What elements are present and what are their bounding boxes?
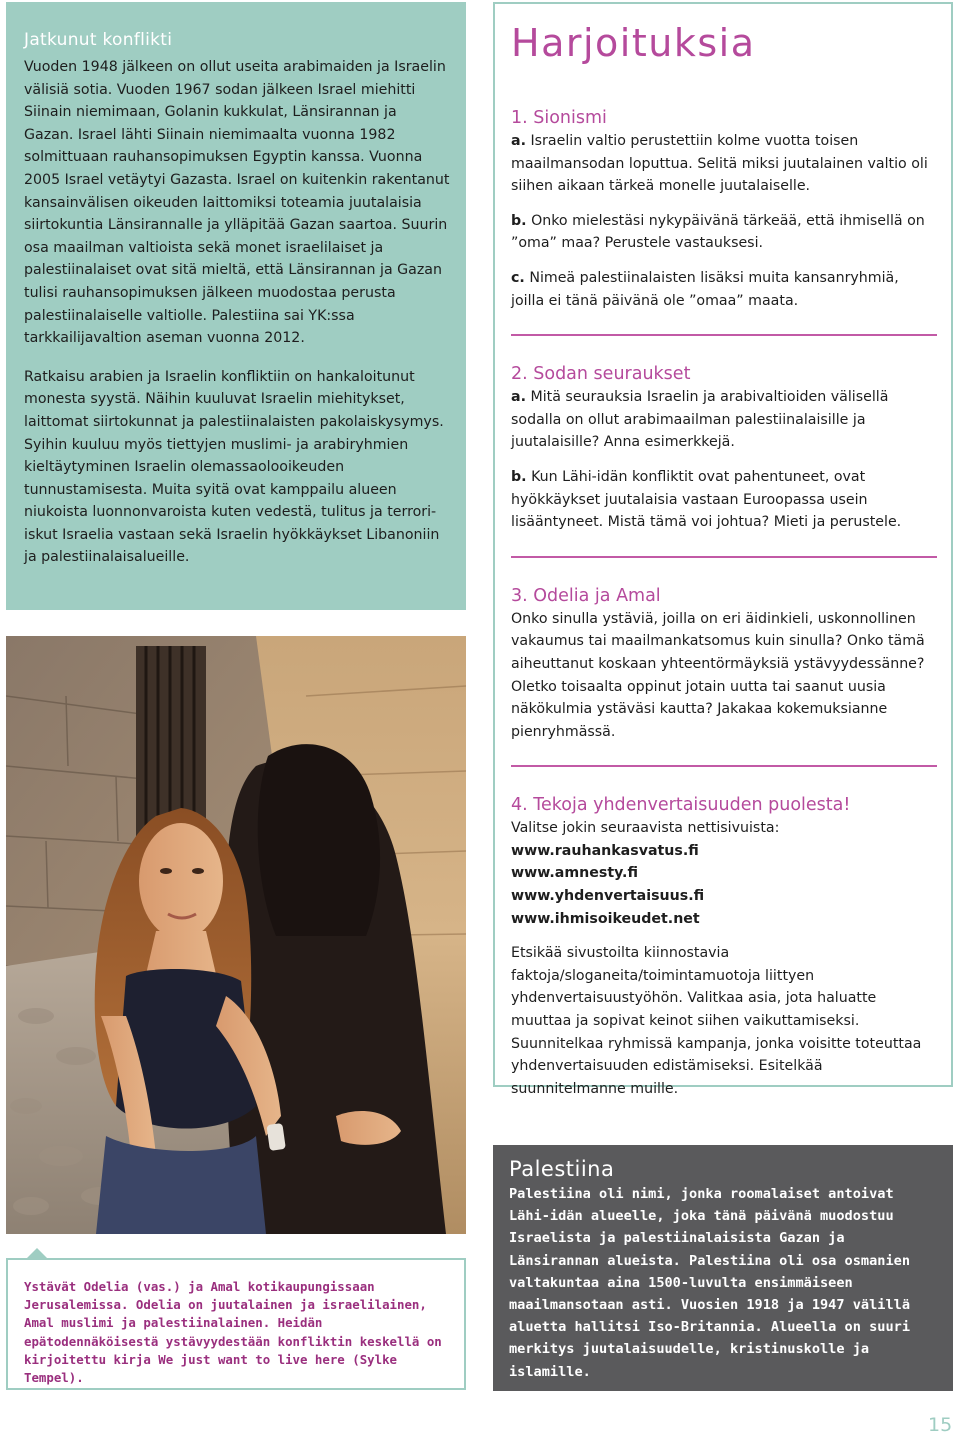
conflict-paragraph-2: Ratkaisu arabien ja Israelin konfliktiin on hankaloitunut monesta syystä. Näihin kuuluvat Israelin miehitykset, laittomat siirtokunnat ja palestiinalaisten pakolaiskysymys. Syihin kuuluu myös tiettyjen muslimi- ja arabiryhmien kieltäytyminen Israelin olemassaolooikeuden tunnustamisesta. Muita syitä ovat kamppailu alueen niukoista luonnonvaroista kuten vedestä, tulitus ja terrori-iskut Israelia vastaan sekä Israelin hyökkäykset Libanoniin ja palestiinalaisalueille. — [24, 368, 444, 566]
exercise-2b — [511, 466, 935, 534]
exercise-2a-text: Mitä seurauksia Israelin ja arabivaltioiden välisellä sodalla on ollut arabimaailman palestiinalaisille ja juutalaisille? Anna esimerkkejä. — [511, 389, 889, 451]
exercise-4-heading: 4. Tekoja yhdenvertaisuuden puolesta! — [511, 795, 851, 816]
exercise-3-odelia-ja-amal — [511, 584, 935, 744]
exercise-2b-key: b. — [511, 468, 527, 485]
exercise-4-text: Etsikää sivustoilta kiinnostavia faktoja/sloganeita/toimintamuotoja liittyen yhdenvertaisuustyöhön. Valitkaa asia, jota haluatte muuttaa ja sopivat keinot siihen vaikuttamiseksi. Suunnitelkaa ryhmissä kampanja, jonka voisitte toteuttaa yhdenvertaisuuden edistämiseksi. Esitelkää suunnitelmanne muille. — [511, 945, 922, 1097]
exercise-1b-text: Onko mielestäsi nykypäivänä tärkeää, että ihmisellä on ”oma” maa? Perustele vastauksesi. — [511, 212, 925, 252]
website-list — [511, 840, 935, 930]
exercise-3-heading: 3. Odelia ja Amal — [511, 585, 661, 606]
exercises-title: Harjoituksia — [511, 21, 756, 65]
exercise-2-heading: 2. Sodan seuraukset — [511, 364, 691, 385]
exercise-1a — [511, 130, 935, 198]
exercise-4-intro: Valitse jokin seuraavista nettisivuista: — [511, 820, 780, 837]
page-number: 15 — [928, 1414, 953, 1436]
section-divider — [511, 556, 937, 558]
website-link-ihmisoikeudet[interactable]: www.ihmisoikeudet.net — [511, 910, 700, 927]
exercise-1b — [511, 210, 935, 255]
exercises-box — [493, 2, 953, 1097]
conflict-infobox — [6, 2, 466, 610]
section-divider — [511, 765, 937, 767]
section-divider — [511, 334, 937, 336]
exercise-2a-key: a. — [511, 389, 526, 406]
exercise-2a — [511, 386, 935, 454]
website-link-rauhankasvatus[interactable]: www.rauhankasvatus.fi — [511, 842, 699, 859]
exercise-1-heading: 1. Sionismi — [511, 108, 607, 128]
exercise-4-tekoja — [511, 793, 935, 1100]
website-link-yhdenvertaisuus[interactable]: www.yhdenvertaisuus.fi — [511, 888, 705, 905]
exercise-2-sodan-seuraukset — [511, 362, 935, 534]
exercise-1a-key: a. — [511, 133, 526, 149]
website-link-amnesty[interactable]: www.amnesty.fi — [511, 865, 638, 882]
conflict-title: Jatkunut konflikti — [24, 30, 173, 50]
exercise-1c-key: c. — [511, 269, 525, 286]
photo-odelia-and-amal — [6, 636, 466, 1234]
exercise-1c-text: Nimeä palestiinalaisten lisäksi muita kansanryhmiä, joilla ei tänä päivänä ole ”omaa” maata. — [511, 269, 899, 309]
exercise-1-sionismi — [511, 106, 935, 312]
exercise-3-text: Onko sinulla ystäviä, joilla on eri äidinkieli, uskonnollinen vakaumus tai maailmankatsomus kuin sinulla? Onko tämä aiheuttanut koskaan yhteentörmäyksiä ystävyydessänne? Oletko toisaalta oppinut jotain uutta tai saanut uusia näkökulmia ystäväsi kautta? Jakakaa kokemuksianne pienryhmässä. — [511, 610, 925, 740]
conflict-paragraph-1: Vuoden 1948 jälkeen on ollut useita arabimaiden ja Israelin välisiä sotia. Vuoden 1967 sodan jälkeen Israel miehitti Siinain niemimaan, Golanin kukkulat, Länsirannan ja Gazan. Israel lähti Siinain niemimaalta vuonna 1982 solmittuaan rauhansopimuksen Egyptin kanssa. Vuonna 2005 Israel vetäytyi Gazasta. Israel on kuitenkin rakentanut kansainvälisen oikeuden laittomiksi toteamia juutalaisia siirtokuntia Länsirannalle ja ylläpitää Gazan saartoa. Suurin osa maailman valtioista sekä monet israelilaiset ja palestiinalaiset ovat sitä mieltä, että Länsirannan ja Gazan tulisi rauhansopimuksen jälkeen muodostaa perusta palestiinalaiselle valtiolle. Palestiina sai YK:ssa tarkkailijavaltion aseman vuonna 2012. — [24, 59, 450, 347]
palestine-infobox — [493, 1145, 953, 1391]
palestine-text: Palestiina oli nimi, jonka roomalaiset antoivat Lähi-idän alueelle, joka tänä päivänä muodostuu Israelista ja palestiinalaisista Gazan ja Länsirannan alueista. Palestiina oli osa osmanien valtakuntaa aina 1500-luvulta ensimmäiseen maailmansotaan asti. Vuosien 1918 ja 1947 välillä aluetta hallitsi Iso-Britannia. Alueella on suuri merkitys juutalaisuudelle, kristinuskolle ja islamille. — [509, 1186, 911, 1380]
exercise-2b-text: Kun Lähi-idän konfliktit ovat pahentuneet, ovat hyökkäykset juutalaisia vastaan Euroopassa usein lisääntyneet. Mistä tämä voi johtua? Mieti ja perustele. — [511, 468, 902, 531]
exercise-1b-key: b. — [511, 212, 527, 229]
exercise-1c — [511, 267, 935, 312]
exercise-1a-text: Israelin valtio perustettiin kolme vuotta toisen maailmansodan loputtua. Selitä miksi juutalainen valtio oli siihen aikaan tärkeä monelle juutalaiselle. — [511, 133, 928, 195]
photo-caption: Ystävät Odelia (vas.) ja Amal kotikaupungissaan Jerusalemissa. Odelia on juutalainen ja israelilainen, Amal muslimi ja palestiinalainen. Heidän epätodennäköisestä ystävyydestään konfliktin keskellä on kirjoitettu kirja We just want to live here (Sylke Tempel). — [24, 1279, 442, 1386]
photo-caption-box — [6, 1258, 466, 1390]
palestine-title: Palestiina — [509, 1157, 615, 1181]
